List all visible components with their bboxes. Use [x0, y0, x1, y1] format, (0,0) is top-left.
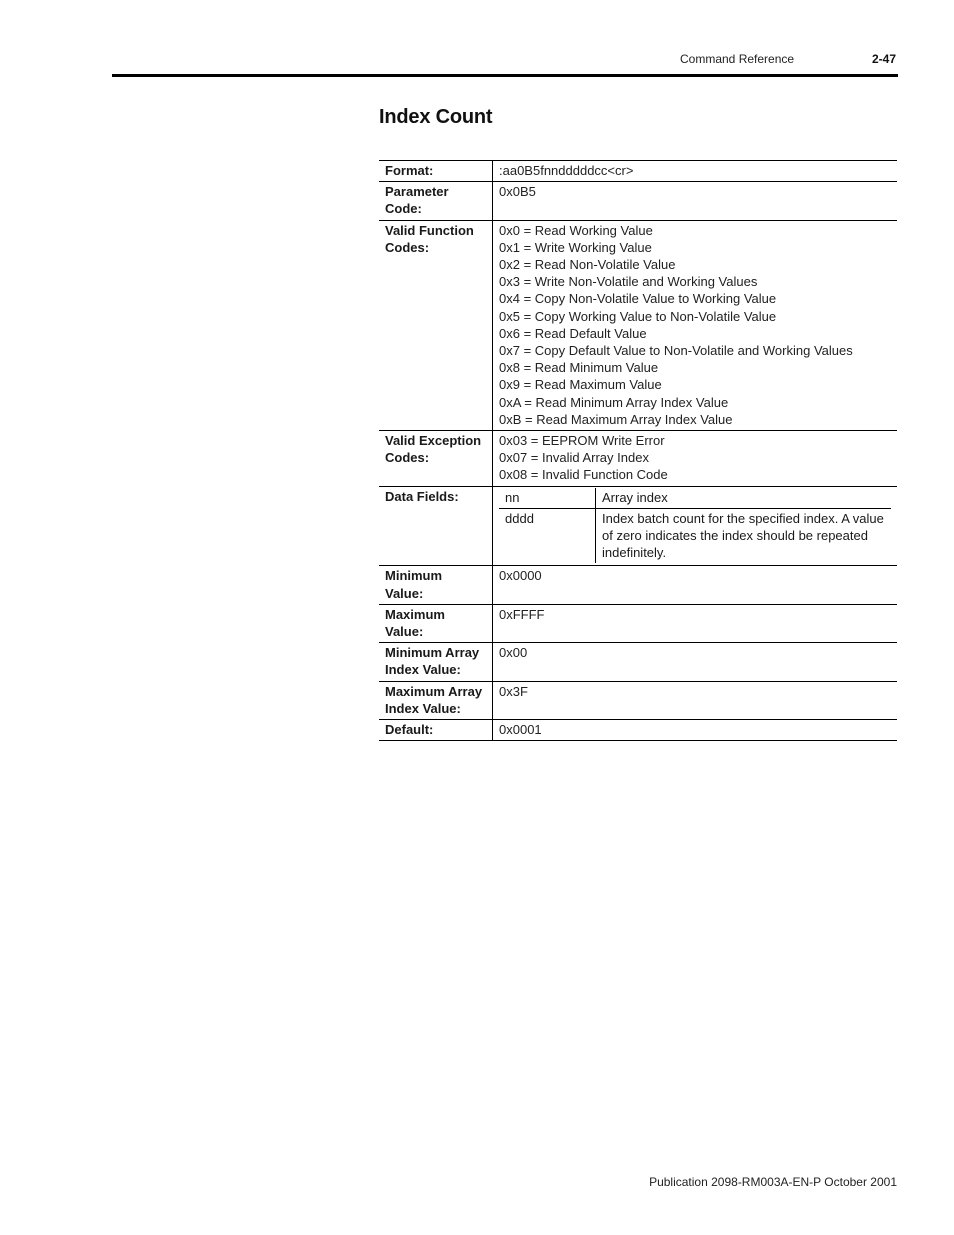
parameter-code-label [379, 182, 493, 220]
exception-code-item: 0x03 = EEPROM Write Error [499, 433, 665, 449]
data-fields-table [499, 488, 891, 564]
data-field-name: nn [499, 488, 596, 509]
valid-function-codes-label [379, 220, 493, 430]
minimum-value-label-line1: Minimum [385, 568, 443, 584]
valid-function-codes-label-line1: Valid Function [385, 222, 474, 238]
minimum-value-label-line2: Value: [385, 585, 424, 601]
function-code-item: 0x4 = Copy Non-Volatile Value to Working Value [499, 291, 777, 307]
valid-exception-codes-label-line1: Valid Exception [385, 433, 482, 449]
row-maximum-value [379, 604, 897, 642]
command-reference-table [379, 160, 897, 741]
function-code-item: 0x6 = Read Default Value [499, 325, 647, 341]
header-section-title: Command Reference [680, 52, 795, 66]
function-code-item: 0x0 = Read Working Value [499, 222, 653, 238]
publication-footer: Publication 2098-RM003A-EN-P October 2001 [649, 1175, 897, 1189]
parameter-code-value: 0x0B5 [499, 184, 536, 200]
maximum-value-label [379, 604, 493, 642]
row-maximum-array-index-value [379, 681, 897, 719]
row-minimum-value [379, 566, 897, 604]
data-field-name: dddd [499, 508, 596, 563]
valid-function-codes-label-line2: Codes: [385, 239, 430, 255]
parameter-code-label-line1: Parameter [385, 184, 449, 200]
maximum-array-index-value: 0x3F [499, 683, 528, 699]
default-label: Default: [379, 720, 493, 741]
valid-exception-codes-list [493, 431, 898, 487]
maximum-array-index-label-line1: Maximum Array [385, 683, 483, 699]
valid-function-codes-list [493, 220, 898, 430]
valid-exception-codes-label [379, 431, 493, 487]
data-fields-subtable-cell [493, 486, 898, 566]
function-code-item: 0x1 = Write Working Value [499, 239, 652, 255]
data-fields-label: Data Fields: [379, 486, 493, 566]
minimum-value: 0x0000 [499, 568, 542, 584]
data-field-row [499, 488, 891, 509]
row-default [379, 720, 897, 741]
exception-code-item: 0x07 = Invalid Array Index [499, 450, 649, 466]
maximum-value-label-line2: Value: [385, 624, 424, 640]
function-code-item: 0xA = Read Minimum Array Index Value [499, 394, 729, 410]
function-code-item: 0x2 = Read Non-Volatile Value [499, 257, 676, 273]
format-label: Format: [379, 161, 493, 182]
row-format [379, 161, 897, 182]
function-code-item: 0x5 = Copy Working Value to Non-Volatile Value [499, 308, 777, 324]
row-valid-exception-codes [379, 431, 897, 487]
header-page-number: 2-47 [872, 52, 897, 66]
data-field-row [499, 508, 891, 563]
function-code-item: 0x8 = Read Minimum Value [499, 360, 659, 376]
function-code-item: 0x7 = Copy Default Value to Non-Volatile and Working Values [499, 343, 853, 359]
row-minimum-array-index-value [379, 643, 897, 681]
row-data-fields [379, 486, 897, 566]
data-field-description: Index batch count for the specified index. A value of zero indicates the index should be repeated indefinitely. [602, 510, 884, 561]
page-title: Index Count [379, 106, 493, 128]
function-code-item: 0x3 = Write Non-Volatile and Working Values [499, 274, 758, 290]
minimum-array-index-value-label [379, 643, 493, 681]
default-value: 0x0001 [499, 722, 542, 738]
minimum-value-label [379, 566, 493, 604]
row-valid-function-codes [379, 220, 897, 430]
function-code-item: 0x9 = Read Maximum Value [499, 377, 662, 393]
minimum-array-index-value: 0x00 [499, 645, 528, 661]
parameter-code-label-line2: Code: [385, 201, 422, 217]
maximum-array-index-value-label [379, 681, 493, 719]
minimum-array-index-label-line1: Minimum Array [385, 645, 480, 661]
function-code-item: 0xB = Read Maximum Array Index Value [499, 411, 733, 427]
maximum-value: 0xFFFF [499, 606, 545, 622]
valid-exception-codes-label-line2: Codes: [385, 450, 430, 466]
header-rule [112, 74, 898, 77]
row-parameter-code [379, 182, 897, 220]
maximum-value-label-line1: Maximum [385, 606, 445, 622]
minimum-array-index-label-line2: Index Value: [385, 662, 461, 678]
format-value: :aa0B5fnndddddcc<cr> [499, 163, 634, 178]
exception-code-item: 0x08 = Invalid Function Code [499, 467, 668, 483]
data-field-description: Array index [602, 489, 668, 505]
maximum-array-index-label-line2: Index Value: [385, 700, 461, 716]
